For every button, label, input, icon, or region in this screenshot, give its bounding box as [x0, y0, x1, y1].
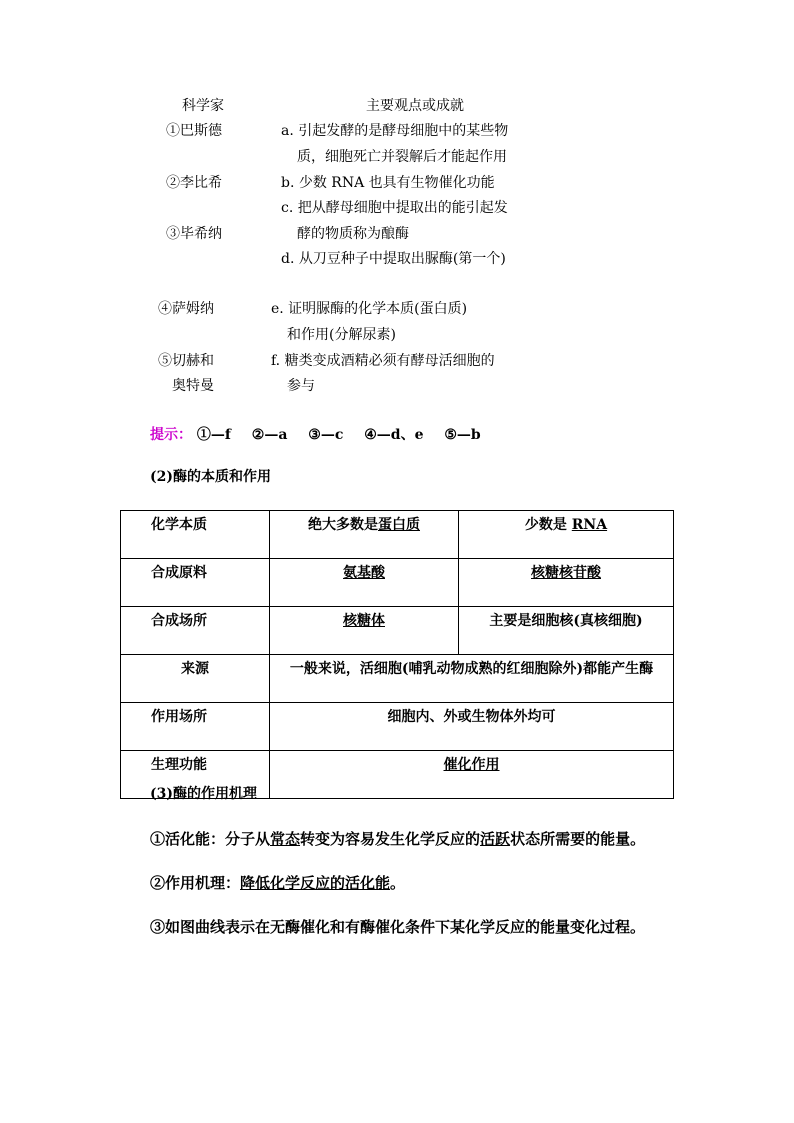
hint-line — [150, 424, 497, 444]
scientist-liebig: ②李比希 — [166, 175, 222, 191]
achievement-e-line1: e. 证明脲酶的化学本质(蛋白质) — [271, 301, 468, 317]
achievement-c-line2: 酵的物质称为酿酶 — [297, 226, 409, 242]
hint-answer-4: ④—d、e — [364, 427, 424, 443]
row-label-site: 合成场所 — [121, 607, 270, 655]
cell-site-rna: 主要是细胞核(真核细胞) — [459, 607, 674, 655]
scientist-sumner: ④萨姆纳 — [158, 301, 214, 317]
achievement-d: d. 从刀豆种子中提取出脲酶(第一个) — [281, 251, 506, 267]
hint-label: 提示： — [150, 427, 192, 443]
cell-site-protein — [270, 607, 459, 655]
achievement-f-line2: 参与 — [287, 378, 315, 394]
hint-answer-5: ⑤—b — [444, 427, 481, 443]
cell-source: 一般来说，活细胞(哺乳动物成熟的红细胞除外)都能产生酶 — [270, 655, 674, 703]
table-row — [121, 703, 674, 751]
enzyme-table — [120, 510, 674, 799]
para-text: 转变为容易发生化学反应的 — [300, 830, 481, 848]
hint-answer-2: ②—a — [251, 427, 288, 443]
cell-text: 绝大多数是 — [308, 517, 378, 533]
para-text: ②作用机理： — [150, 874, 241, 892]
achievement-f-line1: f. 糖类变成酒精必须有酵母活细胞的 — [271, 353, 495, 369]
cell-nature-protein — [270, 511, 459, 559]
cell-nature-rna — [459, 511, 674, 559]
para-text: 状态所需要的能量。 — [510, 830, 646, 848]
achievement-e-line2: 和作用(分解尿素) — [287, 327, 396, 343]
achievement-c-line1: c. 把从酵母细胞中提取出的能引起发 — [281, 200, 508, 216]
paragraph-mechanism — [150, 874, 405, 892]
row-label-location: 作用场所 — [121, 703, 270, 751]
keyword: 核糖体 — [343, 613, 385, 629]
cell-location: 细胞内、外或生物体外均可 — [270, 703, 674, 751]
scientist-cech: ⑤切赫和 — [158, 353, 214, 369]
table-row — [121, 655, 674, 703]
keyword: 氨基酸 — [343, 565, 385, 581]
keyword: 蛋白质 — [378, 517, 420, 533]
scientist-altman: 奥特曼 — [172, 378, 214, 394]
cell-material-rna — [459, 559, 674, 607]
section2-title: (2)酶的本质和作用 — [150, 469, 271, 485]
keyword: RNA — [571, 517, 608, 533]
cell-function — [270, 751, 674, 799]
scientist-pasteur: ①巴斯德 — [166, 123, 222, 139]
paragraph-activation-energy — [150, 830, 645, 848]
keyword: 降低化学反应的活化能 — [240, 874, 391, 892]
header-achievement: 主要观点或成就 — [366, 98, 464, 114]
table-row — [121, 559, 674, 607]
keyword: 常态 — [270, 830, 301, 848]
header-scientist: 科学家 — [182, 98, 224, 114]
row-label-material: 合成原料 — [121, 559, 270, 607]
row-label-function: 生理功能 — [121, 751, 270, 799]
row-label-nature: 化学本质 — [121, 511, 270, 559]
achievement-a-line1: a. 引起发酵的是酵母细胞中的某些物 — [281, 123, 509, 139]
keyword: 活跃 — [480, 830, 511, 848]
row-label-source: 来源 — [121, 655, 270, 703]
paragraph-curve-description: ③如图曲线表示在无酶催化和有酶催化条件下某化学反应的能量变化过程。 — [150, 918, 646, 936]
hint-answer-1: ①—f — [196, 427, 231, 443]
table-row — [121, 607, 674, 655]
achievement-b: b. 少数 RNA 也具有生物催化功能 — [281, 175, 495, 191]
hint-answer-3: ③—c — [308, 427, 344, 443]
achievement-a-line2: 质，细胞死亡并裂解后才能起作用 — [297, 149, 507, 165]
scientist-buchner: ③毕希纳 — [166, 226, 222, 242]
para-text: ①活化能：分子从 — [150, 830, 271, 848]
cell-text: 少数是 — [524, 517, 572, 533]
section3-title: (3)酶的作用机理 — [150, 786, 257, 802]
para-text: 。 — [390, 874, 406, 892]
table-row — [121, 511, 674, 559]
cell-material-protein — [270, 559, 459, 607]
keyword: 催化作用 — [443, 757, 500, 773]
keyword: 核糖核苷酸 — [531, 565, 601, 581]
